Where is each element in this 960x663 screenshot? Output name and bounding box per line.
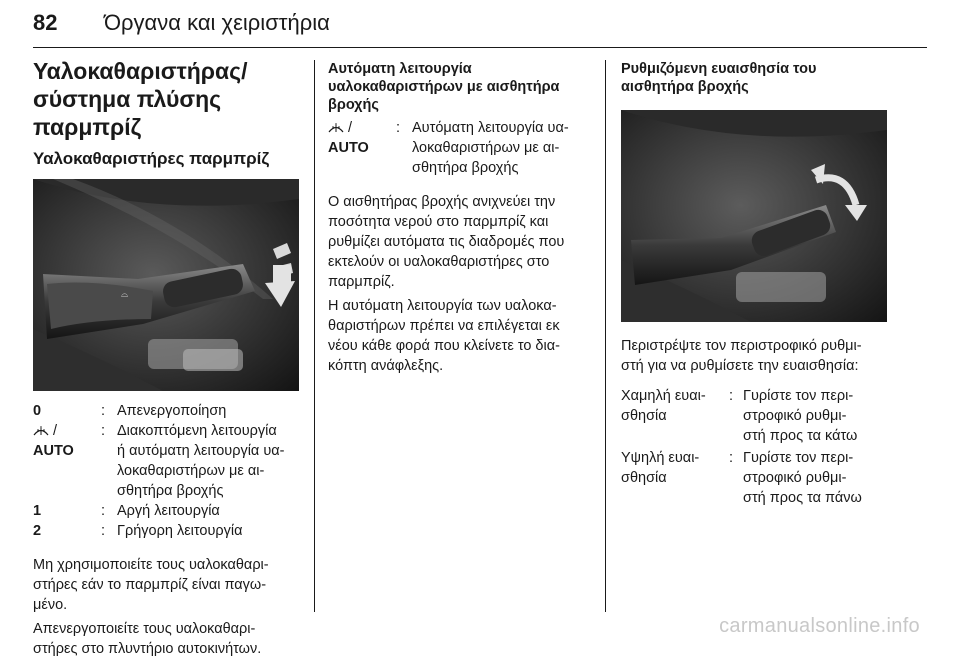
term-line: Χαμηλή ευαι- — [621, 388, 706, 404]
description-line: σθητήρα βροχής — [117, 483, 224, 499]
description-line: στροφικό ρυθμι- — [743, 408, 847, 424]
watermark: carmanualsonline.info — [719, 615, 920, 637]
definition-description — [743, 448, 887, 508]
wiper-rain-icon — [328, 122, 344, 134]
description-line: στή προς τα κάτω — [743, 428, 858, 444]
definition-separator: : — [729, 388, 734, 404]
paragraph-line: κόπτη ανάφλεξης. — [328, 358, 444, 374]
definition-term — [621, 448, 729, 508]
paragraph-line: Απενεργοποιείτε τους υαλοκαθαρι- — [33, 621, 256, 637]
definition-term-auto: AUTO — [328, 140, 369, 156]
definition-description — [412, 118, 590, 178]
paragraph-line: Περιστρέψτε τον περιστροφικό ρυθμι- — [621, 338, 862, 354]
paragraph-line: Η αυτόματη λειτουργία των υαλοκα- — [328, 298, 557, 314]
definition-description: Αργή λειτουργία — [117, 503, 220, 519]
definition-row — [33, 401, 299, 421]
paragraph-line: Ο αισθητήρας βροχής ανιχνεύει την — [328, 194, 556, 210]
column-2 — [328, 60, 590, 380]
paragraph-line: νέου κάθε φορά που κλείνετε το δια- — [328, 338, 560, 354]
paragraph-rain-sensor — [328, 192, 590, 292]
definition-separator: : — [396, 120, 401, 136]
definition-separator: : — [101, 523, 106, 539]
wiper-rain-icon — [33, 425, 49, 437]
description-line: στροφικό ρυθμι- — [743, 470, 847, 486]
description-line: Γυρίστε τον περι- — [743, 450, 854, 466]
definition-row — [621, 386, 887, 446]
paragraph-line: μένο. — [33, 597, 68, 613]
section-title — [33, 57, 299, 141]
term-line: Υψηλή ευαι- — [621, 450, 700, 466]
description-line: ή αυτόματη λειτουργία υα- — [117, 443, 285, 459]
sensitivity-ring-illustration — [621, 110, 887, 322]
definition-term: 1 — [33, 503, 42, 519]
definition-term-suffix: / — [49, 423, 58, 439]
paragraph-rotate — [621, 336, 887, 376]
switch-positions-list — [33, 401, 299, 541]
paragraph-line: στήρες εάν το παρμπρίζ είναι παγω- — [33, 577, 267, 593]
page-header — [33, 10, 927, 40]
column-3 — [621, 60, 887, 508]
section-title-line-2: σύστημα πλύσης παρμπρίζ — [33, 86, 222, 140]
column-divider-2 — [605, 60, 606, 612]
term-line: σθησία — [621, 408, 667, 424]
definition-term — [621, 386, 729, 446]
chapter-title: Όργανα και χειριστήρια — [104, 10, 330, 35]
heading-line: Αυτόματη λειτουργία — [328, 61, 472, 77]
definition-row — [33, 421, 299, 501]
paragraph-line: στήρες στο πλυντήριο αυτοκινήτων. — [33, 641, 262, 657]
description-line: λοκαθαριστήρων με αι- — [412, 140, 560, 156]
sensitivity-heading — [621, 60, 887, 96]
definition-separator: : — [729, 450, 734, 466]
heading-line: αισθητήρα βροχής — [621, 79, 749, 95]
paragraph-line: θαριστήρων πρέπει να επιλέγεται εκ — [328, 318, 560, 334]
heading-line: βροχής — [328, 97, 379, 113]
paragraph-line: ποσότητα νερού στο παρμπρίζ και — [328, 214, 549, 230]
paragraph-reselect — [328, 296, 590, 376]
description-line: σθητήρα βροχής — [412, 160, 519, 176]
paragraph-line: Μη χρησιμοποιείτε τους υαλοκαθαρι- — [33, 557, 269, 573]
definition-separator: : — [101, 503, 106, 519]
description-line: στή προς τα πάνω — [743, 490, 862, 506]
section-title-line-1: Υαλοκαθαριστήρας/ — [33, 58, 248, 84]
definition-term: 0 — [33, 403, 42, 419]
column-divider-1 — [314, 60, 315, 612]
description-line: λοκαθαριστήρων με αι- — [117, 463, 265, 479]
subsection-title: Υαλοκαθαριστήρες παρμπρίζ — [33, 149, 270, 168]
paragraph-line: εκτελούν οι υαλοκαθαριστήρες στο — [328, 254, 550, 270]
definition-description: Απενεργοποίηση — [117, 403, 227, 419]
heading-line: υαλοκαθαριστήρων με αισθητήρα — [328, 79, 560, 95]
definition-row — [33, 501, 299, 521]
definition-description — [117, 421, 299, 501]
wiper-lever-photo — [33, 179, 299, 391]
wiper-lever-illustration — [33, 179, 299, 391]
paragraph-line: στή για να ρυθμίσετε την ευαισθησία: — [621, 358, 859, 374]
sensitivity-ring-photo — [621, 110, 887, 322]
description-line: Αυτόματη λειτουργία υα- — [412, 120, 569, 136]
definition-term — [33, 421, 101, 501]
auto-wiping-heading — [328, 60, 590, 114]
paragraph-line: παρμπρίζ. — [328, 274, 395, 290]
paragraph-line: ρυθμίζει αυτόματα τις διαδρομές που — [328, 234, 565, 250]
page-number: 82 — [33, 10, 58, 35]
heading-line: Ρυθμιζόμενη ευαισθησία του — [621, 61, 817, 77]
description-line: Διακοπτόμενη λειτουργία — [117, 423, 277, 439]
lever-label-wiper: ⌓ — [121, 290, 129, 300]
definition-term-auto: AUTO — [33, 443, 74, 459]
definition-row — [33, 521, 299, 541]
description-line: Γυρίστε τον περι- — [743, 388, 854, 404]
definition-description: Γρήγορη λειτουργία — [117, 523, 243, 539]
paragraph-car-wash — [33, 619, 299, 659]
definition-row — [328, 118, 590, 178]
paragraph-frozen-warning — [33, 555, 299, 615]
definition-separator: : — [101, 423, 106, 439]
definition-term: 2 — [33, 523, 42, 539]
definition-term — [328, 118, 396, 178]
definition-row — [621, 448, 887, 508]
term-line: σθησία — [621, 470, 667, 486]
definition-term-suffix: / — [344, 120, 353, 136]
header-rule — [33, 47, 927, 48]
definition-description — [743, 386, 887, 446]
definition-separator: : — [101, 403, 106, 419]
column-1 — [33, 57, 299, 663]
